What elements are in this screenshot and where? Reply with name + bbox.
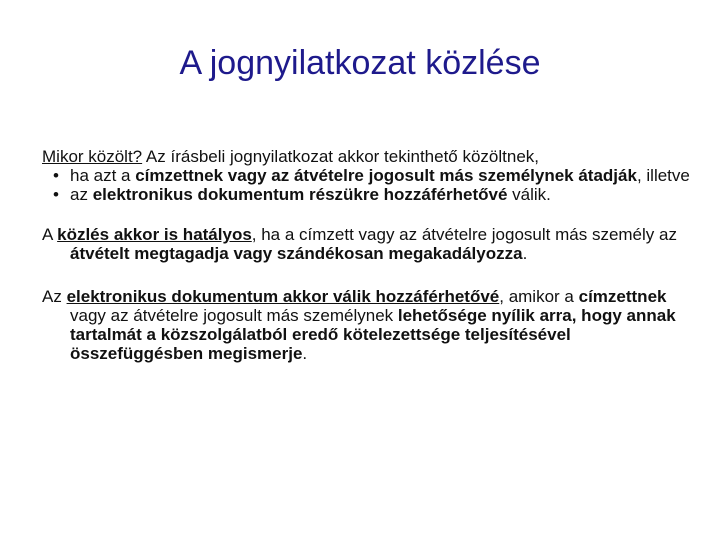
paragraph-electronic-access	[42, 287, 692, 363]
bullet-item-electronic	[53, 185, 692, 204]
text: , illetve	[636, 166, 690, 185]
text: , amikor a	[499, 287, 579, 306]
text: .	[522, 244, 528, 263]
text: az	[70, 185, 93, 204]
slide-body	[42, 147, 692, 363]
bullet-text	[70, 185, 692, 204]
text: Az	[42, 287, 67, 306]
bullet-icon: •	[53, 166, 59, 185]
bold-text: elektronikus dokumentum részükre hozzáférhetővé	[92, 185, 508, 204]
text: vagy az átvételre jogosult más személynek	[70, 306, 398, 325]
bullet-icon: •	[53, 185, 59, 204]
paragraph-refusal	[42, 225, 692, 263]
paragraph-text: Az írásbeli jognyilatkozat akkor tekinthető közöltnek,	[142, 147, 540, 166]
slide-title: A jognyilatkozat közlése	[179, 44, 541, 82]
bold-text: címzettnek	[578, 287, 667, 306]
text: .	[302, 344, 308, 363]
bullet-item-handover	[53, 166, 692, 185]
bold-text: lehetősége nyílik arra, hogy annak tartalmát a közszolgálatból eredő kötelezettsége teljesítésével összefüggésben megismerje	[70, 306, 676, 363]
question-underlined: Mikor közölt?	[42, 147, 143, 166]
text: ha azt a	[70, 166, 136, 185]
text: , ha a címzett vagy az átvételre jogosult más személy az	[251, 225, 677, 244]
bold-text: címzettnek vagy az átvételre jogosult más személynek átadják	[135, 166, 637, 185]
text: A	[42, 225, 58, 244]
underlined-bold-text: közlés akkor is hatályos	[57, 225, 252, 244]
paragraph-when-delivered	[42, 147, 692, 166]
underlined-bold-text: elektronikus dokumentum akkor válik hozzáférhetővé	[66, 287, 500, 306]
text: válik.	[507, 185, 551, 204]
bullet-text	[70, 166, 692, 185]
bold-text: átvételt megtagadja vagy szándékosan megakadályozza	[70, 244, 523, 263]
